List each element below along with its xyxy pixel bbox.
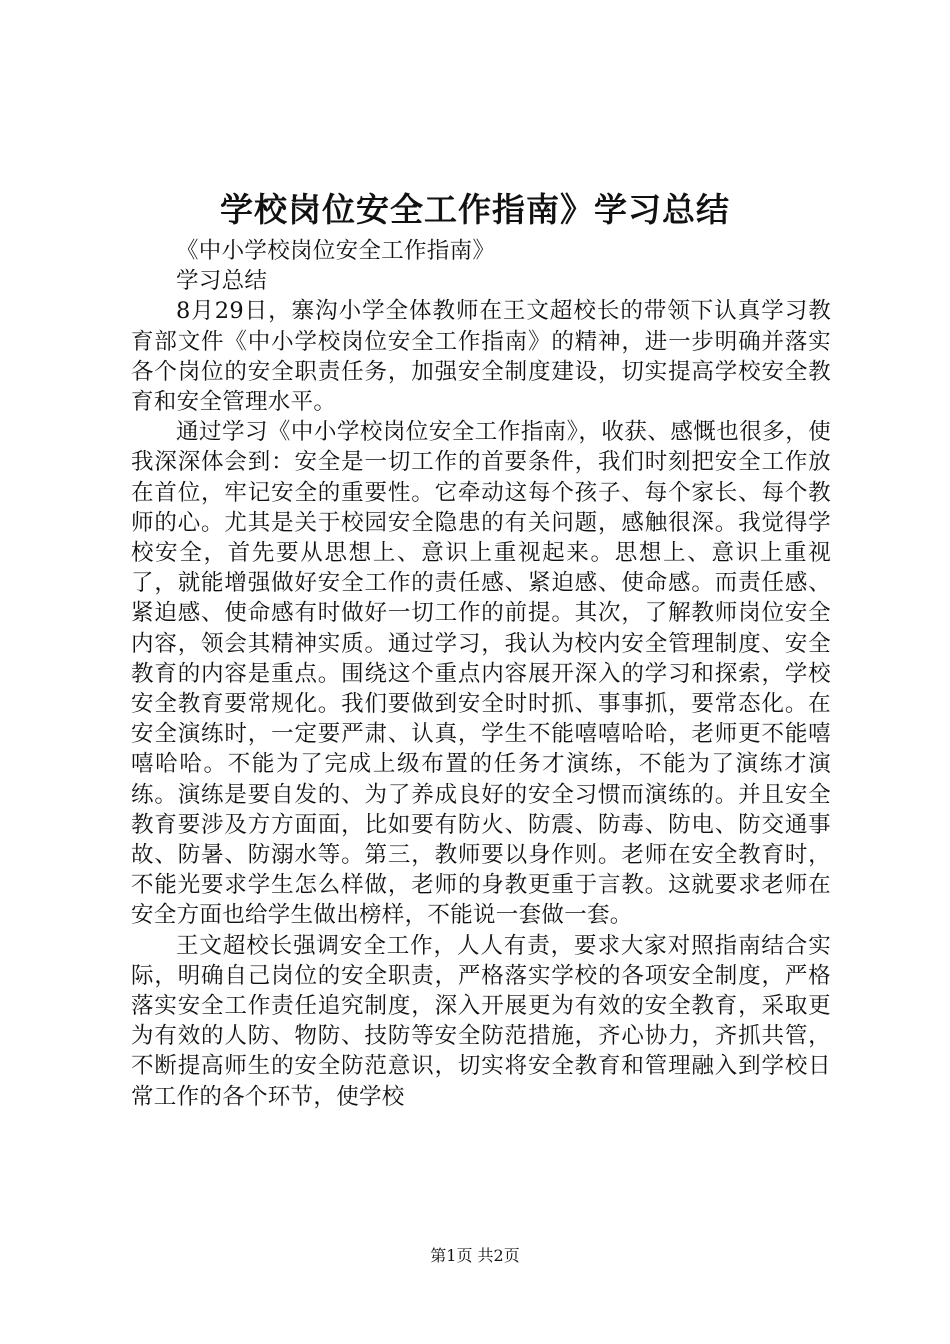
document-body [131,236,831,1112]
paragraph: 8月29日，寨沟小学全体教师在王文超校长的带领下认真学习教育部文件《中小学校岗位安全工作指南》的精神，进一步明确并落实各个岗位的安全职责任务，加强安全制度建设，切实提高学校安全教育和安全管理水平。 [131,298,831,416]
paragraph: 通过学习《中小学校岗位安全工作指南》，收获、感慨也很多，使我深深体会到：安全是一切工作的首要条件，我们时刻把安全工作放在首位，牢记安全的重要性。它牵动这每个孩子、每个家长、每个教师的心。尤其是关于校园安全隐患的有关问题，感触很深。我觉得学校安全，首先要从思想上、意识上重视起来。思想上、意识上重视了，就能增强做好安全工作的责任感、紧迫感、使命感。而责任感、紧迫感、使命感有时做好一切工作的前提。其次，了解教师岗位安全内容，领会其精神实质。通过学习，我认为校内安全管理制度、安全教育的内容是重点。围绕这个重点内容展开深入的学习和探索，学校安全教育要常规化。我们要做到安全时时抓、事事抓，要常态化。在安全演练时，一定要严肃、认真，学生不能嘻嘻哈哈，老师更不能嘻嘻哈哈。不能为了完成上级布置的任务才演练，不能为了演练才演练。演练是要自发的、为了养成良好的安全习惯而演练的。并且安全教育要涉及方方面面，比如要有防火、防震、防毒、防电、防交通事故、防暑、防溺水等。第三，教师要以身作则。老师在安全教育时，不能光要求学生怎么样做，老师的身教更重于言教。这就要求老师在安全方面也给学生做出榜样，不能说一套做一套。 [131,419,831,929]
paragraph: 王文超校长强调安全工作，人人有责，要求大家对照指南结合实际，明确自己岗位的安全职责，严格落实学校的各项安全制度，严格落实安全工作责任追究制度，深入开展更为有效的安全教育，采取更为有效的人防、物防、技防等安全防范措施，齐心协力，齐抓共管，不断提高师生的安全防范意识，切实将安全教育和管理融入到学校日常工作的各个环节，使学校 [131,932,831,1110]
paragraph-subtitle-2: 学习总结 [176,268,268,295]
document-title: 学校岗位安全工作指南》学习总结 [220,190,730,229]
page-number-footer: 第1页 共2页 [430,1246,520,1265]
paragraph-subtitle: 《中小学校岗位安全工作指南》 [176,238,496,264]
